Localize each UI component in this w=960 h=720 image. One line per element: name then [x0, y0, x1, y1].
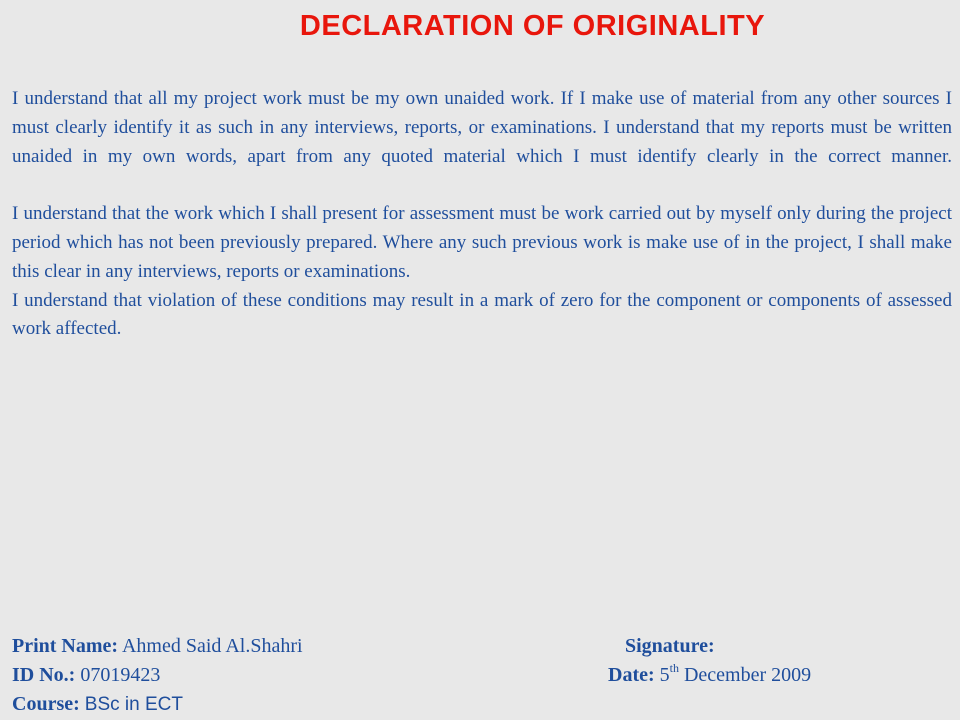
course-value: BSc in ECT — [84, 694, 183, 715]
signature-field — [625, 632, 715, 661]
signature-label: Signature: — [625, 635, 715, 657]
signature-block — [12, 632, 952, 719]
paragraph-2: I understand that the work which I shall present for assessment must be work carried out by myself only during the project period which has not been previously prepared. Where any such previous work is make use of in the project, I shall make this clear in any interviews, reports or examinations. — [12, 203, 952, 282]
course-row — [12, 690, 952, 719]
id-label: ID No.: — [12, 664, 76, 686]
date-label: Date: — [608, 664, 655, 686]
paragraph-spacer — [12, 171, 952, 200]
declaration-body — [12, 85, 952, 344]
paragraph-3: I understand that violation of these conditions may result in a mark of zero for the component or components of assessed work affected. — [12, 289, 952, 340]
print-name-value: Ahmed Said Al.Shahri — [121, 635, 303, 657]
id-row — [12, 661, 952, 690]
date-rest: December 2009 — [683, 664, 812, 686]
course-label: Course: — [12, 693, 80, 715]
document-title: DECLARATION OF ORIGINALITY — [299, 10, 766, 42]
print-name-label: Print Name: — [12, 635, 119, 657]
id-value: 07019423 — [80, 664, 161, 686]
date-field — [608, 661, 811, 690]
date-suffix: th — [669, 661, 679, 676]
paragraph-1: I understand that all my project work must be my own unaided work. If I make use of material from any other sources I must clearly identify it as such in any interviews, reports, or examinations. I understand that my reports must be written unaided in my own words, apart from any quoted material which I must identify clearly in the correct manner. — [12, 88, 952, 167]
date-day: 5 — [659, 664, 670, 686]
print-name-row — [12, 632, 952, 661]
